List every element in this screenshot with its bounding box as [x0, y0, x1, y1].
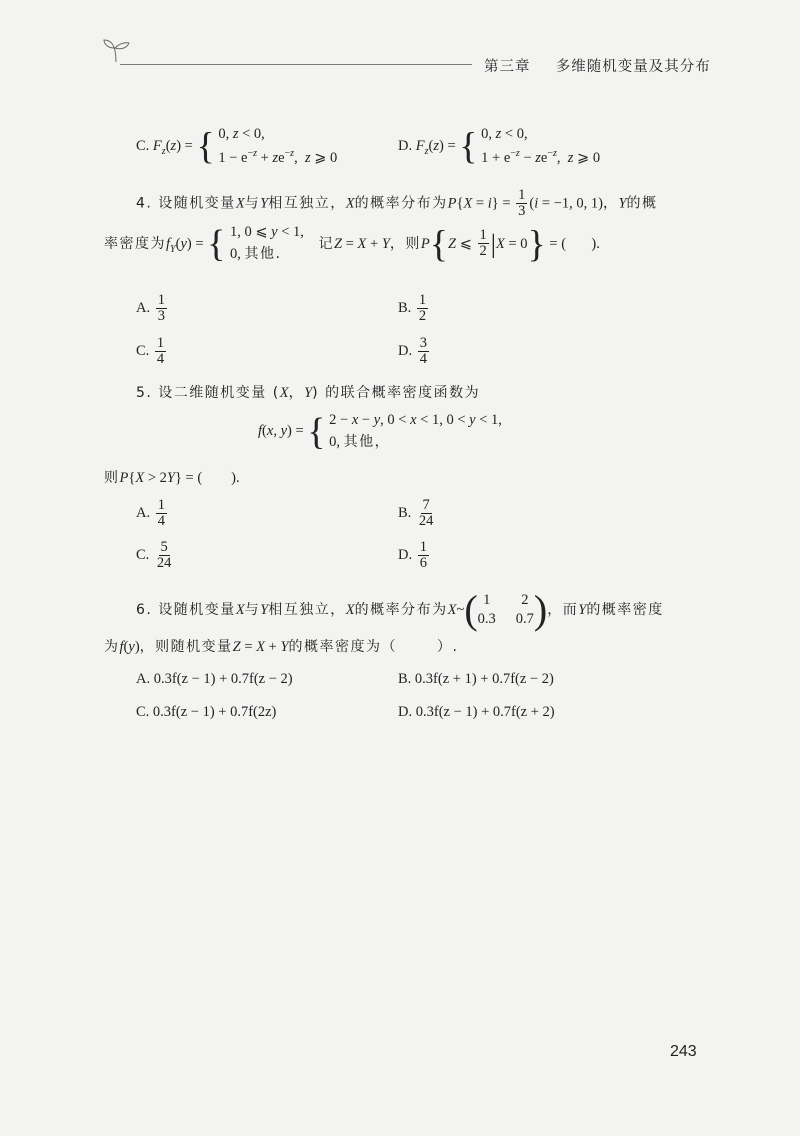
option-c: C. $\frac{1}{4}$ — [136, 335, 165, 368]
q5-ask: 则P{X > 2Y} = ( ). — [104, 470, 240, 486]
q4-line1: 4. 设随机变量X与Y相互独立，X的概率分布为P{X = i} = $\frac{1}{3}$ (i = −1, 0, 1)，Y的概 — [136, 187, 658, 220]
q3-option-d: D. $F_z(z)$ = { 0, z < 0, $1 + e^{-z} - ze^{-z}$, z ⩾ 0 — [398, 125, 601, 168]
option-b: B. 0.3f(z + 1) + 0.7f(z − 2) — [398, 671, 554, 687]
q5-intro: 5. 设二维随机变量 (X，Y) 的联合概率密度函数为 — [136, 385, 481, 401]
case-line: $1 + e^{-z} - ze^{-z}$, z ⩾ 0 — [481, 147, 601, 166]
case-line: $1 - e^{-z} + ze^{-z}$, z ⩾ 0 — [218, 147, 338, 166]
header-rule — [120, 64, 472, 65]
q3-option-c: C. $F_z(z)$ = { 0, z < 0, $1 - e^{-z} + ze^{-z}$, z ⩾ 0 — [136, 125, 338, 168]
page-number: 243 — [670, 1043, 697, 1060]
sprout-icon — [102, 38, 132, 64]
option-d: D. $\frac{3}{4}$ — [398, 335, 427, 368]
option-label: D. — [398, 137, 413, 154]
option-d: D. 0.3f(z − 1) + 0.7f(z + 2) — [398, 704, 555, 720]
case-line: 0, 其他， — [329, 433, 391, 450]
option-a: A. 0.3f(z − 1) + 0.7f(z − 2) — [136, 671, 293, 687]
option-b: B. $\frac{1}{2}$ — [398, 292, 427, 325]
q5-formula: f(x, y) = { 2 − x − y, 0 < x < 1, 0 < y < 1, 0, 其他， — [258, 410, 502, 453]
case-line: 0, z < 0, — [481, 126, 528, 142]
option-label: C. — [136, 137, 150, 154]
case-line: 0, z < 0, — [218, 126, 265, 142]
option-b: B. $\frac{7}{24}$ — [398, 497, 434, 530]
option-c: C. 0.3f(z − 1) + 0.7f(2z) — [136, 704, 277, 720]
chapter-label: 第三章 — [484, 59, 531, 75]
option-d: D. $\frac{1}{6}$ — [398, 539, 427, 572]
q6-line1: 6. 设随机变量X与Y相互独立，X的概率分布为X~( 1 2 0.3 0.7 )，而Y的概率密度 — [136, 587, 664, 632]
chapter-title: 多维随机变量及其分布 — [555, 59, 711, 75]
q4-line2: 率密度为$f_Y(y)$ = { 1, 0 ⩽ y < 1, 0, 其他. 记Z = X + Y，则P{Z ⩽ $\frac{1}{2}$ |X = 0} = ( ). — [104, 222, 600, 266]
option-a: A. $\frac{1}{3}$ — [136, 292, 165, 325]
option-a: A. $\frac{1}{4}$ — [136, 497, 165, 530]
case-line: 2 − x − y, 0 < x < 1, 0 < y < 1, — [329, 412, 502, 428]
option-c: C. $\frac{5}{24}$ — [136, 539, 172, 572]
distribution-matrix: 1 2 0.3 0.7 — [477, 592, 534, 627]
q6-line2: 为f(y)，则随机变量Z = X + Y的概率密度为（ ）. — [104, 639, 459, 655]
